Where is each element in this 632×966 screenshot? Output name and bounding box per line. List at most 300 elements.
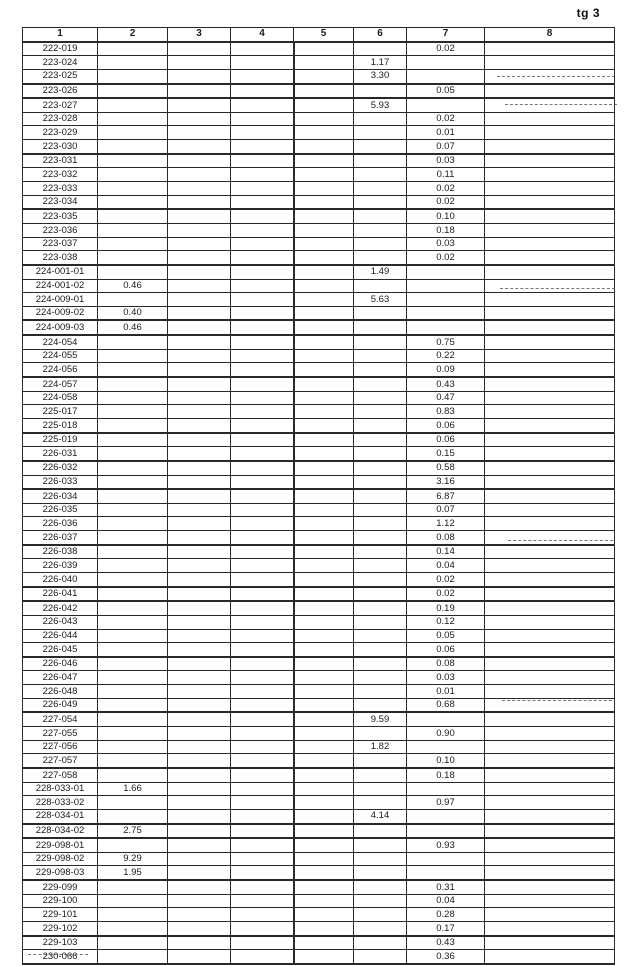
value-cell <box>98 223 168 237</box>
value-cell <box>231 168 294 182</box>
value-cell <box>294 908 354 922</box>
value-cell: 0.15 <box>407 447 485 461</box>
value-cell <box>98 712 168 726</box>
value-cell <box>354 685 407 699</box>
value-cell <box>485 154 615 168</box>
value-cell <box>294 517 354 531</box>
value-cell: 0.02 <box>407 182 485 196</box>
value-cell <box>354 168 407 182</box>
table-row <box>23 112 615 126</box>
value-cell <box>98 838 168 852</box>
value-cell <box>98 42 168 56</box>
value-cell <box>485 168 615 182</box>
value-cell <box>407 809 485 823</box>
value-cell <box>294 475 354 489</box>
value-cell <box>231 391 294 405</box>
value-cell: 0.43 <box>407 936 485 950</box>
value-cell <box>98 489 168 503</box>
value-cell <box>98 809 168 823</box>
value-cell: 5.93 <box>354 98 407 112</box>
value-cell <box>294 223 354 237</box>
value-cell <box>98 685 168 699</box>
value-cell <box>294 126 354 140</box>
value-cell <box>354 154 407 168</box>
value-cell <box>354 754 407 768</box>
value-cell <box>485 433 615 447</box>
value-cell <box>294 545 354 559</box>
value-cell <box>231 279 294 293</box>
value-cell <box>294 293 354 307</box>
table-row <box>23 587 615 602</box>
table-row <box>23 671 615 685</box>
value-cell <box>407 293 485 307</box>
data-table <box>22 27 615 965</box>
value-cell: 0.06 <box>407 433 485 447</box>
row-id-cell: 226-041 <box>23 587 98 602</box>
value-cell <box>98 69 168 83</box>
value-cell <box>294 265 354 279</box>
value-cell: 0.03 <box>407 671 485 685</box>
value-cell: 0.10 <box>407 754 485 768</box>
table-body <box>23 42 615 964</box>
value-cell <box>485 182 615 196</box>
value-cell: 0.12 <box>407 615 485 629</box>
value-cell <box>98 265 168 279</box>
table-row <box>23 936 615 950</box>
value-cell <box>407 866 485 880</box>
row-id-cell: 226-032 <box>23 461 98 475</box>
value-cell <box>168 754 231 768</box>
value-cell <box>294 84 354 99</box>
value-cell <box>168 531 231 545</box>
value-cell <box>485 727 615 741</box>
value-cell <box>98 154 168 168</box>
value-cell <box>231 643 294 657</box>
value-cell <box>168 112 231 126</box>
row-id-cell: 224-054 <box>23 335 98 349</box>
row-id-cell: 226-046 <box>23 657 98 671</box>
value-cell <box>354 643 407 657</box>
row-id-cell: 229-100 <box>23 894 98 908</box>
value-cell: 0.02 <box>407 587 485 602</box>
table-row <box>23 489 615 503</box>
row-id-cell: 224-009-01 <box>23 293 98 307</box>
value-cell <box>231 754 294 768</box>
value-cell <box>485 657 615 671</box>
row-id-cell: 226-045 <box>23 643 98 657</box>
value-cell <box>168 838 231 852</box>
value-cell <box>231 936 294 950</box>
value-cell <box>294 363 354 377</box>
value-cell: 1.95 <box>98 866 168 880</box>
row-id-cell: 226-034 <box>23 489 98 503</box>
value-cell <box>98 391 168 405</box>
value-cell <box>98 629 168 643</box>
value-cell <box>485 809 615 823</box>
value-cell <box>231 838 294 852</box>
value-cell: 0.28 <box>407 908 485 922</box>
value-cell: 1.12 <box>407 517 485 531</box>
value-cell <box>354 84 407 99</box>
value-cell <box>98 126 168 140</box>
row-id-cell: 223-033 <box>23 182 98 196</box>
value-cell <box>354 237 407 251</box>
value-cell <box>168 768 231 782</box>
value-cell <box>98 112 168 126</box>
value-cell <box>485 685 615 699</box>
value-cell <box>231 657 294 671</box>
value-cell <box>231 698 294 712</box>
value-cell <box>354 418 407 432</box>
column-header: 8 <box>485 28 615 42</box>
value-cell <box>485 852 615 866</box>
value-cell <box>354 391 407 405</box>
value-cell: 0.47 <box>407 391 485 405</box>
table-row <box>23 475 615 489</box>
row-id-cell: 227-055 <box>23 727 98 741</box>
table-row <box>23 657 615 671</box>
table-row <box>23 517 615 531</box>
value-cell <box>485 768 615 782</box>
value-cell <box>485 643 615 657</box>
value-cell <box>354 335 407 349</box>
value-cell: 0.10 <box>407 209 485 223</box>
value-cell <box>485 447 615 461</box>
value-cell <box>294 377 354 391</box>
table-row <box>23 572 615 586</box>
value-cell: 0.07 <box>407 503 485 517</box>
value-cell <box>485 503 615 517</box>
value-cell <box>231 349 294 363</box>
value-cell <box>168 880 231 894</box>
row-id-cell: 229-102 <box>23 922 98 936</box>
value-cell <box>294 894 354 908</box>
value-cell <box>294 922 354 936</box>
value-cell <box>98 950 168 964</box>
value-cell <box>354 587 407 602</box>
value-cell <box>485 335 615 349</box>
value-cell <box>98 195 168 209</box>
value-cell <box>354 950 407 964</box>
value-cell: 0.02 <box>407 195 485 209</box>
value-cell <box>354 629 407 643</box>
value-cell <box>354 209 407 223</box>
value-cell <box>98 615 168 629</box>
value-cell <box>168 182 231 196</box>
row-id-cell: 227-058 <box>23 768 98 782</box>
row-id-cell: 223-031 <box>23 154 98 168</box>
value-cell <box>354 768 407 782</box>
table-row <box>23 880 615 894</box>
row-id-cell: 228-034-01 <box>23 809 98 823</box>
table-row <box>23 182 615 196</box>
value-cell <box>354 405 407 419</box>
value-cell <box>98 740 168 754</box>
value-cell <box>294 685 354 699</box>
value-cell <box>485 377 615 391</box>
value-cell <box>231 559 294 573</box>
value-cell <box>485 894 615 908</box>
value-cell <box>98 251 168 265</box>
table-row <box>23 782 615 796</box>
value-cell <box>168 559 231 573</box>
value-cell <box>98 517 168 531</box>
value-cell <box>294 754 354 768</box>
value-cell <box>231 42 294 56</box>
value-cell <box>231 712 294 726</box>
row-id-cell: 223-038 <box>23 251 98 265</box>
value-cell: 9.59 <box>354 712 407 726</box>
value-cell <box>98 56 168 70</box>
value-cell: 0.05 <box>407 629 485 643</box>
value-cell <box>98 754 168 768</box>
row-id-cell: 223-025 <box>23 69 98 83</box>
row-id-cell: 226-035 <box>23 503 98 517</box>
value-cell <box>294 629 354 643</box>
value-cell <box>294 112 354 126</box>
value-cell <box>354 447 407 461</box>
row-id-cell: 223-030 <box>23 140 98 154</box>
value-cell <box>231 894 294 908</box>
value-cell <box>354 559 407 573</box>
table-row <box>23 796 615 810</box>
table-row <box>23 84 615 99</box>
value-cell <box>231 112 294 126</box>
value-cell <box>168 503 231 517</box>
value-cell <box>231 601 294 615</box>
value-cell <box>231 922 294 936</box>
value-cell <box>485 195 615 209</box>
table-row <box>23 894 615 908</box>
value-cell <box>294 740 354 754</box>
table-row <box>23 922 615 936</box>
value-cell <box>485 754 615 768</box>
table-row <box>23 377 615 391</box>
value-cell: 6.87 <box>407 489 485 503</box>
table-row <box>23 349 615 363</box>
value-cell <box>354 936 407 950</box>
value-cell <box>98 377 168 391</box>
value-cell: 0.68 <box>407 698 485 712</box>
value-cell <box>231 685 294 699</box>
table-row <box>23 279 615 293</box>
value-cell <box>407 740 485 754</box>
value-cell <box>231 293 294 307</box>
value-cell <box>485 671 615 685</box>
value-cell <box>231 447 294 461</box>
value-cell <box>294 657 354 671</box>
value-cell <box>168 740 231 754</box>
value-cell <box>407 782 485 796</box>
value-cell <box>485 824 615 839</box>
value-cell <box>485 489 615 503</box>
value-cell <box>168 629 231 643</box>
value-cell <box>485 908 615 922</box>
header-row <box>23 28 615 42</box>
table-row <box>23 824 615 839</box>
value-cell <box>168 42 231 56</box>
value-cell <box>231 69 294 83</box>
value-cell <box>231 852 294 866</box>
value-cell <box>485 265 615 279</box>
value-cell: 3.30 <box>354 69 407 83</box>
value-cell <box>168 587 231 602</box>
value-cell: 1.66 <box>98 782 168 796</box>
table-row <box>23 740 615 754</box>
value-cell <box>407 824 485 839</box>
column-header: 2 <box>98 28 168 42</box>
table-row <box>23 698 615 712</box>
value-cell <box>354 475 407 489</box>
value-cell <box>168 447 231 461</box>
value-cell <box>168 377 231 391</box>
value-cell <box>168 349 231 363</box>
value-cell <box>231 182 294 196</box>
value-cell <box>354 433 407 447</box>
value-cell <box>98 796 168 810</box>
value-cell <box>98 503 168 517</box>
value-cell: 0.08 <box>407 531 485 545</box>
value-cell <box>168 335 231 349</box>
value-cell <box>168 517 231 531</box>
table-row <box>23 727 615 741</box>
row-id-cell: 223-034 <box>23 195 98 209</box>
value-cell <box>485 517 615 531</box>
table-row <box>23 223 615 237</box>
value-cell <box>354 657 407 671</box>
value-cell <box>485 279 615 293</box>
value-cell <box>294 601 354 615</box>
value-cell: 0.17 <box>407 922 485 936</box>
row-id-cell: 223-028 <box>23 112 98 126</box>
value-cell <box>168 461 231 475</box>
value-cell <box>168 727 231 741</box>
value-cell <box>231 740 294 754</box>
value-cell <box>485 56 615 70</box>
row-id-cell: 226-049 <box>23 698 98 712</box>
value-cell <box>294 335 354 349</box>
table-row <box>23 908 615 922</box>
row-id-cell: 226-033 <box>23 475 98 489</box>
value-cell <box>98 335 168 349</box>
value-cell <box>294 572 354 586</box>
value-cell <box>231 335 294 349</box>
table-row <box>23 335 615 349</box>
column-header: 1 <box>23 28 98 42</box>
value-cell <box>485 98 615 112</box>
value-cell <box>485 531 615 545</box>
row-id-cell: 226-040 <box>23 572 98 586</box>
value-cell: 0.58 <box>407 461 485 475</box>
row-id-cell: 223-035 <box>23 209 98 223</box>
value-cell <box>98 572 168 586</box>
value-cell <box>485 293 615 307</box>
value-cell <box>354 880 407 894</box>
value-cell <box>231 209 294 223</box>
value-cell <box>354 894 407 908</box>
value-cell <box>98 657 168 671</box>
value-cell <box>485 475 615 489</box>
value-cell <box>485 572 615 586</box>
page-number-label: tg 3 <box>576 6 600 20</box>
row-id-cell: 227-054 <box>23 712 98 726</box>
value-cell <box>231 154 294 168</box>
value-cell <box>407 265 485 279</box>
value-cell <box>294 852 354 866</box>
value-cell <box>168 418 231 432</box>
table-row <box>23 866 615 880</box>
value-cell <box>354 349 407 363</box>
value-cell <box>294 391 354 405</box>
table-row <box>23 809 615 823</box>
value-cell <box>231 824 294 839</box>
value-cell <box>294 768 354 782</box>
value-cell <box>354 195 407 209</box>
value-cell <box>294 880 354 894</box>
table-row <box>23 559 615 573</box>
row-id-cell: 223-036 <box>23 223 98 237</box>
value-cell <box>294 712 354 726</box>
value-cell: 0.46 <box>98 320 168 335</box>
value-cell <box>485 601 615 615</box>
value-cell <box>354 377 407 391</box>
value-cell: 0.31 <box>407 880 485 894</box>
row-id-cell: 223-032 <box>23 168 98 182</box>
value-cell <box>168 405 231 419</box>
value-cell: 1.17 <box>354 56 407 70</box>
value-cell <box>294 809 354 823</box>
value-cell <box>98 418 168 432</box>
value-cell <box>168 279 231 293</box>
table-row <box>23 209 615 223</box>
value-cell <box>231 768 294 782</box>
row-id-cell: 229-099 <box>23 880 98 894</box>
table-row <box>23 237 615 251</box>
value-cell <box>231 503 294 517</box>
value-cell <box>294 671 354 685</box>
table-row <box>23 601 615 615</box>
row-id-cell: 230-066 <box>23 950 98 964</box>
table-row <box>23 629 615 643</box>
value-cell <box>98 363 168 377</box>
value-cell <box>98 894 168 908</box>
value-cell <box>354 279 407 293</box>
table-row <box>23 168 615 182</box>
value-cell <box>354 698 407 712</box>
value-cell <box>231 84 294 99</box>
value-cell <box>354 796 407 810</box>
row-id-cell: 229-101 <box>23 908 98 922</box>
value-cell <box>485 391 615 405</box>
value-cell <box>294 838 354 852</box>
value-cell <box>168 320 231 335</box>
table-row <box>23 852 615 866</box>
value-cell <box>231 866 294 880</box>
table-row <box>23 154 615 168</box>
value-cell <box>354 866 407 880</box>
value-cell <box>98 461 168 475</box>
value-cell <box>231 237 294 251</box>
value-cell: 0.08 <box>407 657 485 671</box>
value-cell <box>231 223 294 237</box>
value-cell <box>294 866 354 880</box>
row-id-cell: 227-056 <box>23 740 98 754</box>
row-id-cell: 223-026 <box>23 84 98 99</box>
value-cell <box>354 251 407 265</box>
value-cell <box>485 126 615 140</box>
column-header: 6 <box>354 28 407 42</box>
value-cell: 0.03 <box>407 154 485 168</box>
